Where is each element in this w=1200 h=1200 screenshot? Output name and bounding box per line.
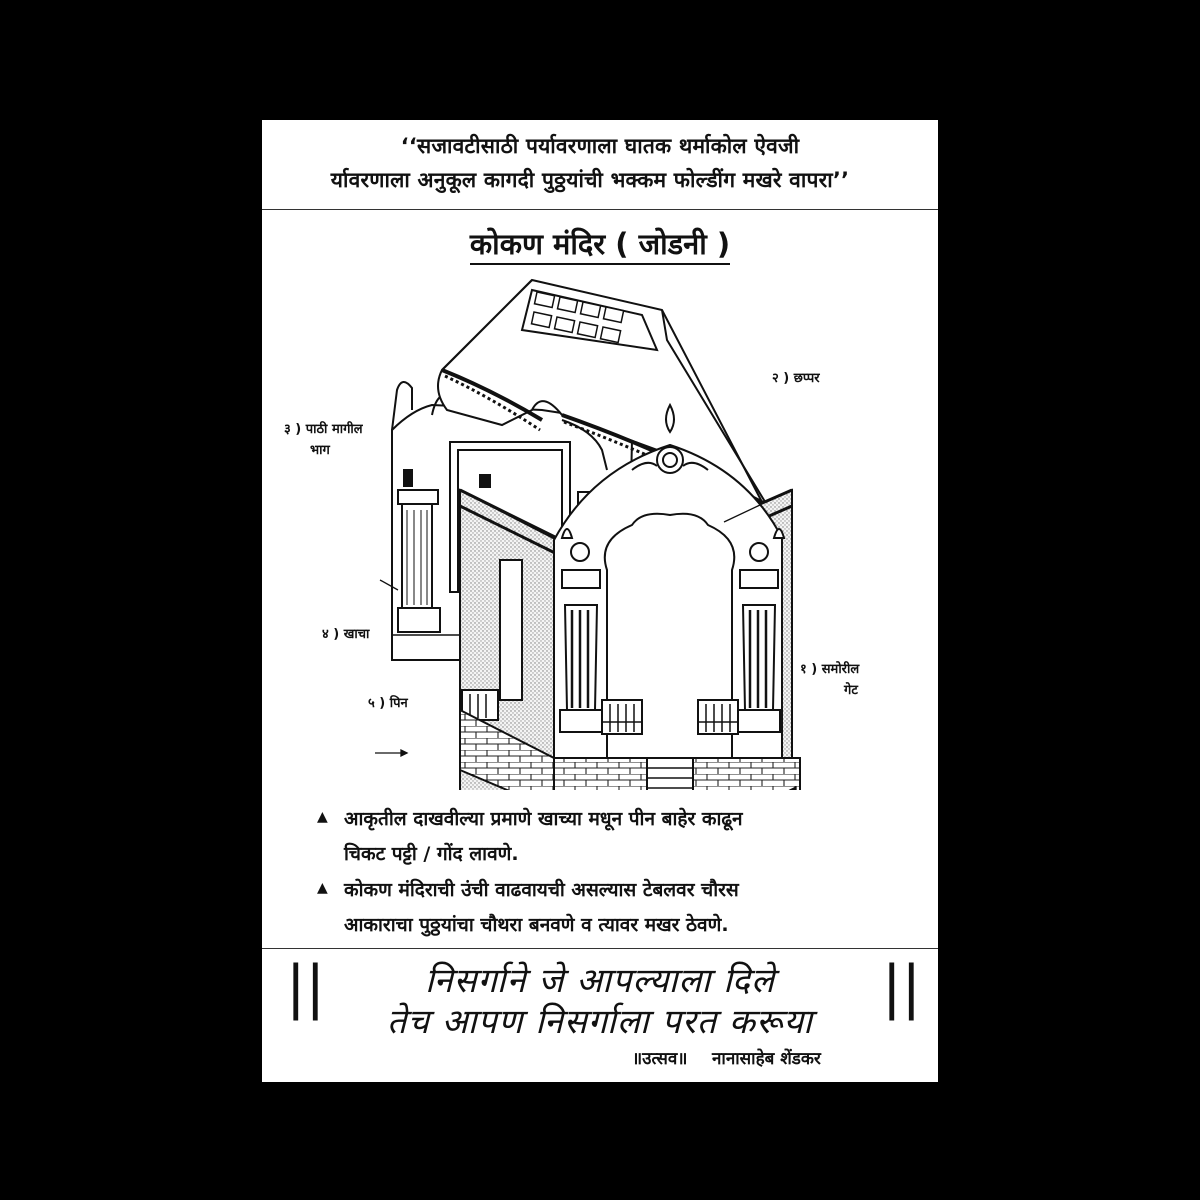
label-pin: ५ ) पिन xyxy=(368,696,408,711)
instruction-2-line-1: कोकण मंदिराची उंची वाढवायची असल्यास टेबलवर चौरस xyxy=(344,879,739,901)
label-front-gate: १ ) समोरील xyxy=(800,662,860,677)
motto-line-1: निसर्गाने जे आपल्याला दिले xyxy=(424,961,776,1001)
instruction-1-line-2: चिकट पट्टी / गोंद लावणे. xyxy=(344,843,519,865)
label-back-part: ३ ) पाठी मागील xyxy=(284,422,363,437)
label-slot: ४ ) खाचा xyxy=(322,627,370,642)
footer-divider xyxy=(262,948,938,949)
credit-name: नानासाहेब शेंडकर xyxy=(712,1049,821,1069)
bullet-icon: ▲ xyxy=(317,809,328,825)
temple-assembly-diagram xyxy=(262,270,938,790)
page-title: कोकण मंदिर ( जोडनी ) xyxy=(262,224,938,263)
header-line-2: र्यावरणाला अनुकूल कागदी पुठ्ठयांची भक्कम फोल्डींग मखरे वापरा’’ xyxy=(330,168,850,192)
double-bar-right: || xyxy=(882,953,922,1021)
label-front-gate-2: गेट xyxy=(844,683,858,698)
instruction-2-line-2: आकाराचा पुठ्ठयांचा चौथरा बनवणे व त्यावर मखर ठेवणे. xyxy=(344,914,729,936)
double-bar-left: || xyxy=(286,953,326,1021)
label-back-part-2: भाग xyxy=(310,443,330,458)
bullet-icon: ▲ xyxy=(317,880,328,896)
header-divider xyxy=(262,209,938,210)
instruction-sheet xyxy=(262,120,938,1082)
motto-line-2: तेच आपण निसर्गाला परत करूया xyxy=(387,1002,813,1042)
credit-prefix: ॥उत्सव॥ xyxy=(632,1049,688,1069)
label-roof: २ ) छप्पर xyxy=(772,371,820,386)
header-line-1: ‘‘सजावटीसाठी पर्यावरणाला घातक थर्माकोल ऐवजी xyxy=(400,134,800,158)
instruction-1-line-1: आकृतील दाखवील्या प्रमाणे खाच्या मधून पीन बाहेर काढून xyxy=(344,808,743,830)
